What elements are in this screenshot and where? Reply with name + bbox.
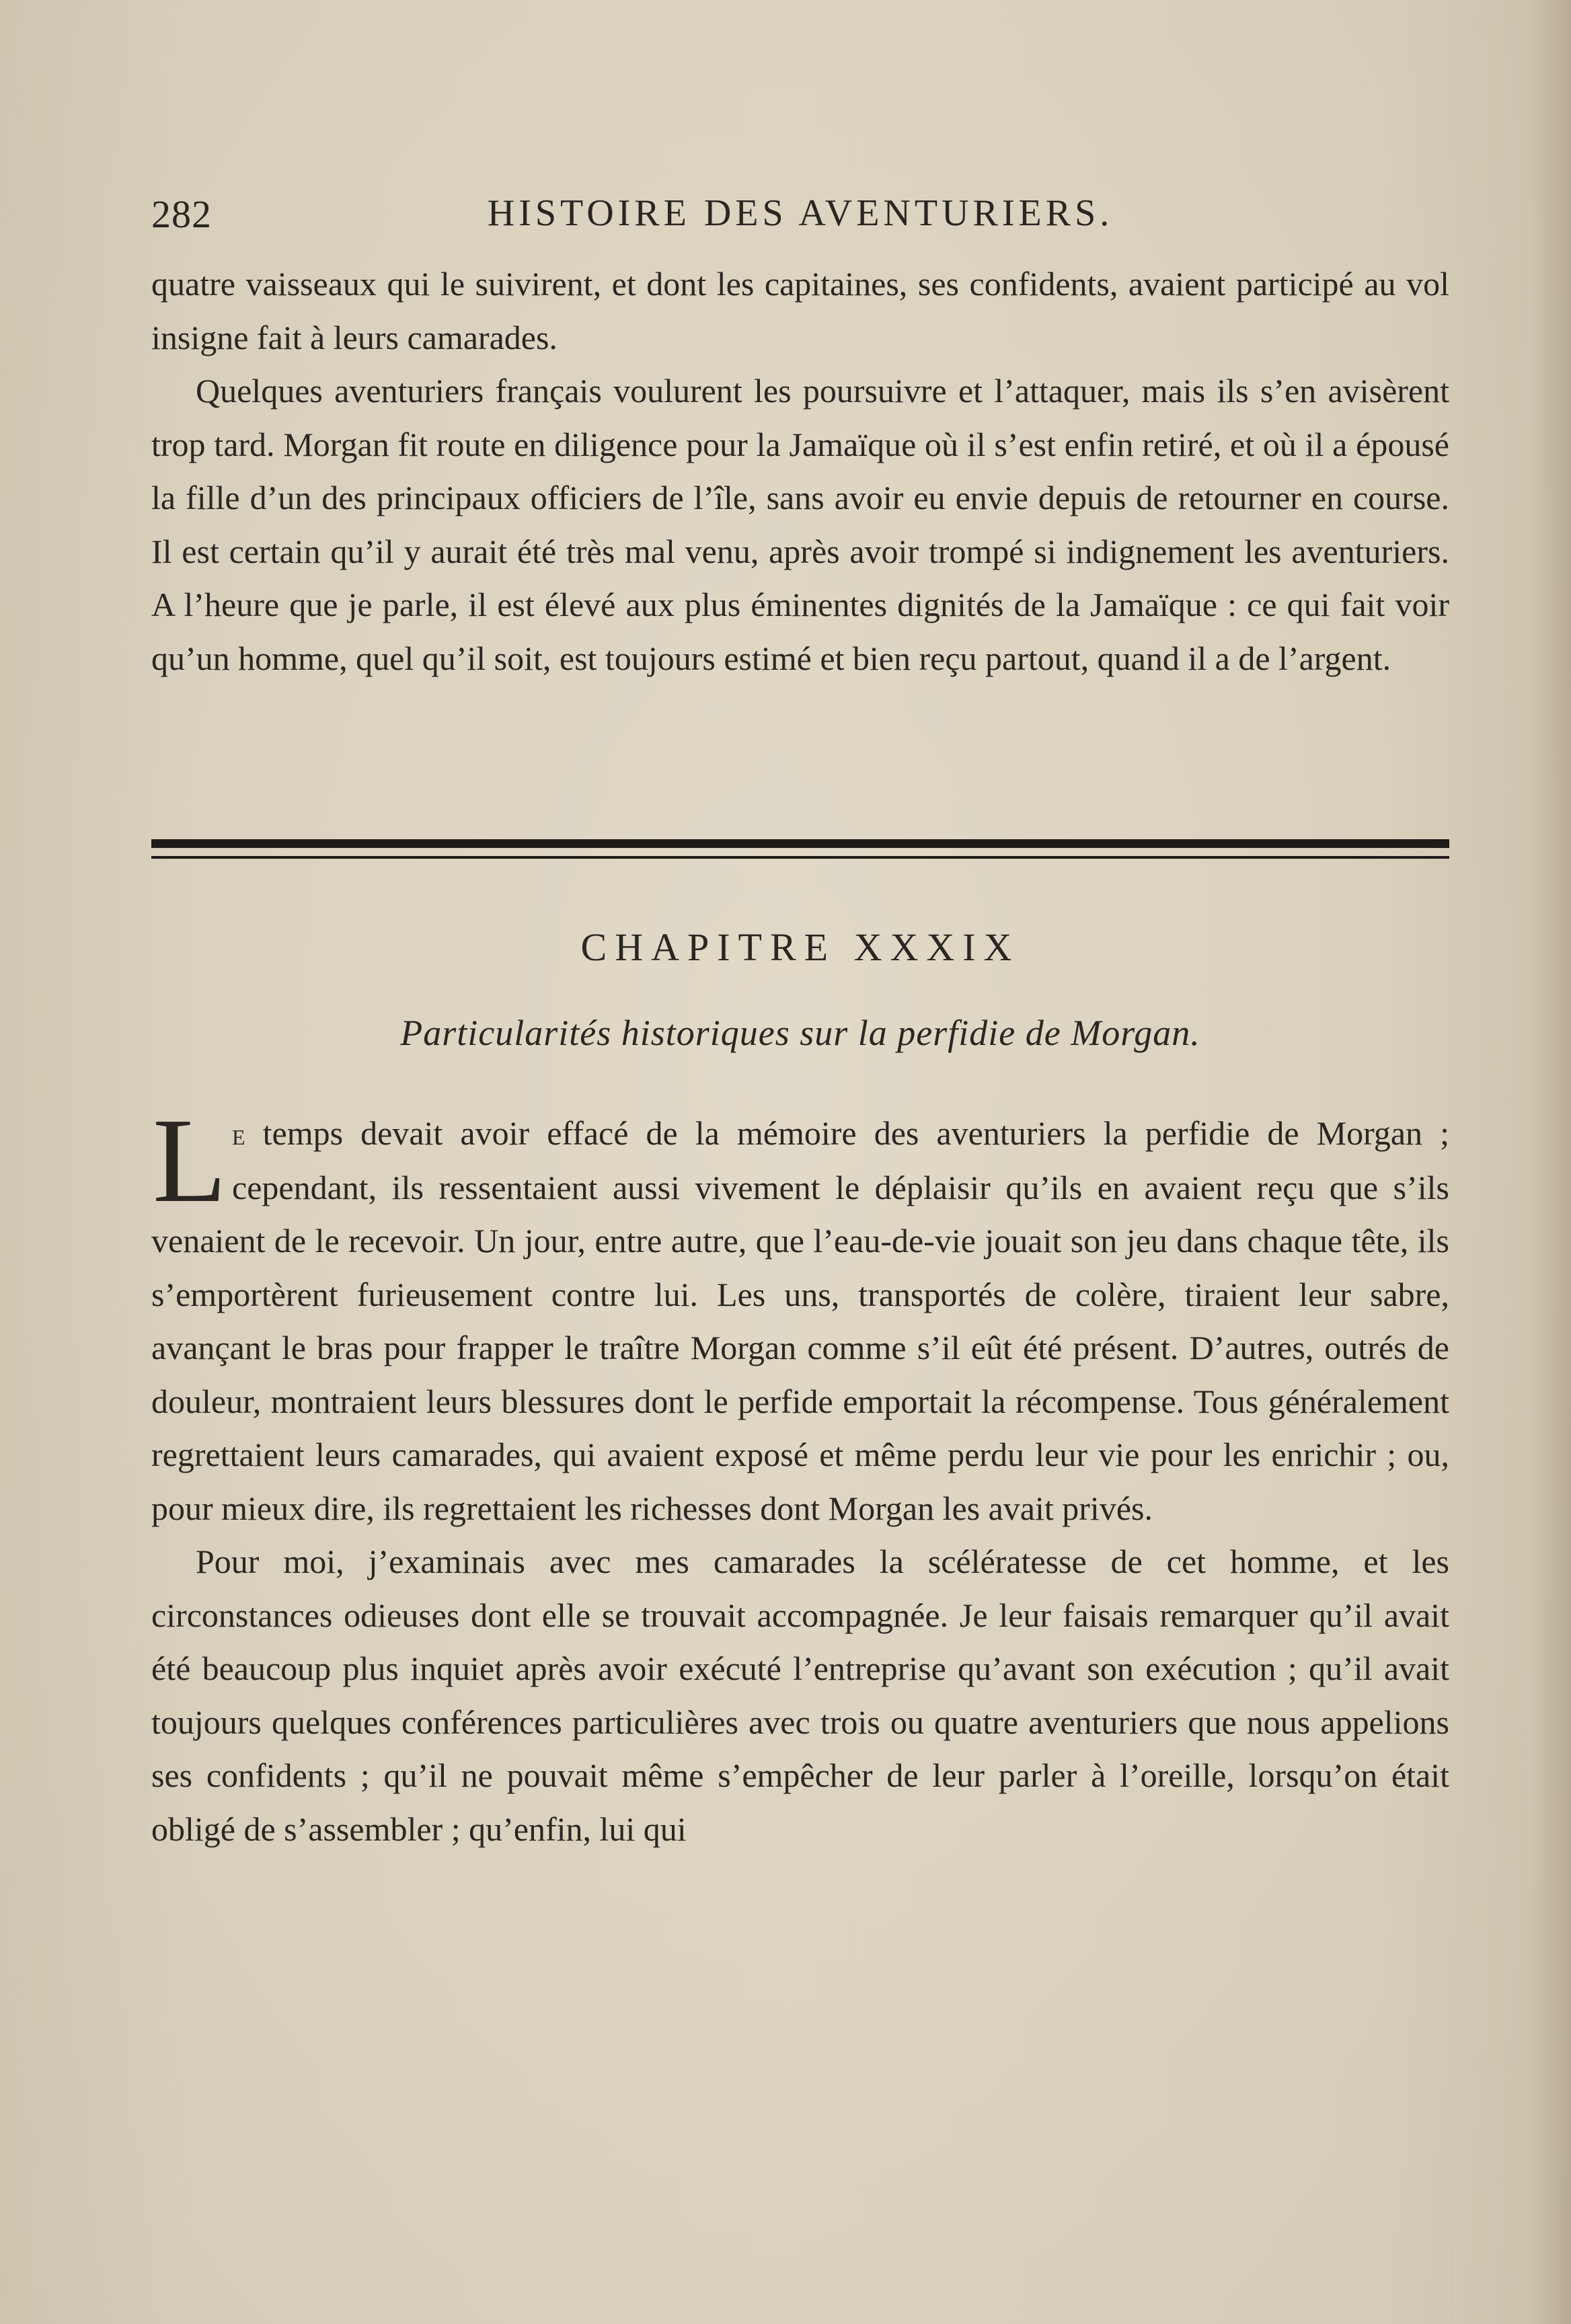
page-edge-shadow (1531, 0, 1571, 2324)
chapter-divider-thick (151, 839, 1449, 848)
paragraph: quatre vaisseaux qui le suivirent, et dont les capitaines, ses confidents, avaient participé au vol insigne fait à leurs camarades. (151, 265, 1449, 356)
chapter-subtitle: Particularités historiques sur la perfidie de Morgan. (400, 1013, 1200, 1053)
paragraph-text: temps devait avoir effacé de la mémoire des aventuriers la perfidie de Morgan ; cependant, ils ressentaient aussi vivement le déplaisir qu’ils en avaient reçu que s’ils venaient de le recevoir. Un jour, entre autre, que l’eau-de-vie jouait son jeu dans chaque tête, ils s’emportèrent furieusement contre lui. Les uns, transportés de colère, tiraient leur sabre, avançant le bras pour frapper le traître Morgan comme s’il eût été présent. D’autres, outrés de douleur, montraient leurs blessures dont le perfide emportait la récompense. Tous généralement regrettaient leurs camarades, qui avaient exposé et même perdu leur vie pour les enrichir ; ou, pour mieux dire, ils regrettaient les richesses dont Morgan les avait privés. (151, 1114, 1450, 1527)
drop-cap: L (153, 1093, 227, 1227)
running-head: HISTOIRE DES AVENTURIERS. (487, 192, 1114, 234)
page-number: 282 (151, 192, 212, 236)
chapter-text-block (151, 1093, 1450, 1856)
lead-small-caps: e (232, 1117, 245, 1151)
chapter-divider-thin (151, 856, 1449, 859)
drop-cap-box (151, 1093, 232, 1227)
page-header (151, 192, 1449, 245)
paragraph: Quelques aventuriers français voulurent les poursuivre et l’attaquer, mais ils s’en avisèrent trop tard. Morgan fit route en diligence pour la Jamaïque où il s’est enfin retiré, et où il a épousé la fille d’un des principaux officiers de l’île, sans avoir eu envie depuis de retourner en course. Il est certain qu’il y aurait été très mal venu, après avoir trompé si indignement les aventuriers. A l’heure que je parle, il est élevé aux plus éminentes dignités de la Jamaïque : ce qui fait voir qu’un homme, quel qu’il soit, est toujours estimé et bien reçu partout, quand il a de l’argent. (151, 372, 1449, 677)
chapter-title: CHAPITRE XXXIX (580, 925, 1020, 969)
top-text-block (151, 258, 1449, 685)
opening-paragraph (151, 1093, 1450, 1535)
paragraph: Pour moi, j’examinais avec mes camarades la scélératesse de cet homme, et les circonstances odieuses dont elle se trouvait accompagnée. Je leur faisais remarquer qu’il avait été beaucoup plus inquiet après avoir exécuté l’entreprise qu’avant son exécution ; qu’il avait toujours quelques conférences particulières avec trois ou quatre aventuriers que nous appelions ses confidents ; qu’il ne pouvait même s’empêcher de leur parler à l’oreille, lorsqu’on était obligé de s’assembler ; qu’enfin, lui qui (151, 1543, 1449, 1848)
